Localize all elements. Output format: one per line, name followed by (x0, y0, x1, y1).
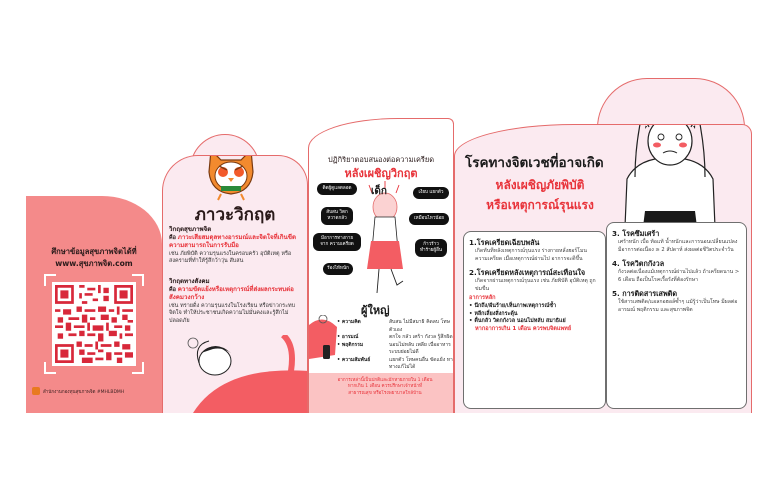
mental-crisis-section (169, 226, 305, 266)
qr-panel (26, 196, 162, 413)
adult-reactions-list (337, 319, 453, 372)
child-reaction-bubble: ก้าวร้าว ทำร้ายผู้อื่น (415, 239, 447, 257)
reaction-category: • อารมณ์ (337, 334, 359, 340)
disorder-title: 5. การติดสารเสพติด (612, 289, 678, 299)
child-reaction-bubble: เงียบ แยกตัว (413, 187, 449, 199)
mental-crisis-examples: เช่น ภัยพิบัติ ความรุนแรงในครอบครัว อุบัติเหตุ หรือสงครามที่ทำให้รู้สึกว้าวุ่น สับสน (169, 250, 292, 265)
child-reaction-bubble: เหมือนไหวน้อย (409, 213, 449, 225)
definition-lead: คือ (169, 234, 176, 241)
crisis-heading: ภาวะวิกฤต (194, 205, 276, 225)
mental-crisis-definition: ภาวะเสียสมดุลทางอารมณ์และจิตใจที่เกินขีดความสามารถในการรับมือ (169, 233, 296, 250)
child-reaction-bubble: มีอาการทางกายจาก ความเครียด (313, 233, 361, 251)
reaction-category: • ความสัมพันธ์ (337, 356, 371, 363)
disorder-description: ใช้สารเสพติด/แอลกอฮอล์ซ้ำๆ แม้รู้ว่าเป็นโทษ มีผลต่ออารมณ์ พฤติกรรม และสุขภาพจิต (618, 299, 738, 313)
reactions-note: อาการเหล่านี้เป็นปกติและมักหายภายใน 1 เดือน หากเกิน 1 เดือน ควรปรึกษาเจ้าหน้าที่สาธารณสุข หรือโรงพยาบาลใกล้บ้าน (309, 373, 453, 413)
qr-frame (44, 274, 144, 374)
website-link[interactable]: www.สุขภาพจิต.com (55, 259, 133, 268)
reaction-category: • พฤติกรรม (337, 341, 364, 348)
symptom-item: • หลีกเลี่ยงสิ่งกระตุ้น (469, 310, 518, 317)
reaction-description: นอนไม่หลับ เพลีย เบื่ออาหาร ระบบย่อยไม่ดี (389, 341, 451, 355)
child-reaction-bubble: สับสน วิตก หวาดกลัว (321, 207, 353, 225)
adult-reaction-row (337, 342, 453, 357)
adult-label: ผู้ใหญ่ (361, 304, 390, 317)
reactions-title: ปฏิกิริยาตอบสนองต่อความเครียด (327, 155, 435, 164)
adult-reaction-row (337, 357, 453, 372)
disorders-subtitle-line2: หรือเหตุการณ์รุนแรง (486, 198, 594, 212)
disorders-subtitle (465, 175, 615, 215)
symptom-item: • ตื่นกลัว วิตกกังวล นอนไม่หลับ สมาธิแย่ (469, 318, 566, 325)
disorder-description: เกิดจากผ่านเหตุการณ์รุนแรง เช่น ภัยพิบัติ อุบัติเหตุ ถูกข่มขืน (475, 278, 596, 292)
qr-title-line1: ศึกษาข้อมูลสุขภาพจิตได้ที่ (51, 247, 137, 256)
child-reaction-bubble: ติดผู้ดูแลตลอด (317, 183, 357, 195)
organization-name: สำนักงานกองทุนสุขภาพจิต #MHLBDMH (43, 389, 125, 395)
disorders-panel (454, 124, 752, 413)
social-crisis-section (169, 278, 305, 326)
reaction-category: • ความคิด (337, 319, 361, 325)
organization-footer (32, 387, 156, 395)
reactions-panel (308, 118, 454, 413)
disorder-description: เศร้าหนัก เบื่อ ท้อแท้ น้ำหนักและการนอนเปลี่ยนแปลง มีอาการต่อเนื่อง ≥ 2 สัปดาห์ ส่งผลต่อชีวิตประจำวัน (618, 239, 738, 253)
disorder-title: 4. โรควิตกกังวล (612, 259, 665, 269)
reaction-description: แยกตัว โทษคนอื่น ขัดแย้ง หาทางแก้ไม่ได้ (389, 356, 453, 370)
disorder-description: เกิดทันทีหลังเหตุการณ์รุนแรง ร่างกายหลั่งฮอร์โมนความเครียด เมื่อเหตุการณ์ผ่านไป อาการจะดีขึ้น (475, 248, 587, 262)
organization-logo-icon (32, 387, 40, 395)
disorder-description: กังวลต่อเนื่องแม้เหตุการณ์ผ่านไปแล้ว ถ้าเครียดนาน > 6 เดือน ถือเป็นโรคเรื้อรังที่ต้องรักษา (618, 269, 740, 283)
distressed-man-icon (605, 124, 735, 227)
adult-reaction-row (337, 334, 453, 342)
reaction-description: สับสน ไม่มีสมาธิ คิดลบ โทษตัวเอง (389, 319, 450, 333)
disorders-box-left (463, 231, 606, 409)
disorder-title: 2.โรคเครียดหลังเหตุการณ์สะเทือนใจ (469, 268, 586, 278)
reaction-description: ตกใจ กลัว เศร้า กังวล รู้สึกผิด (389, 334, 453, 340)
child-reaction-bubble: ร้องไห้หนัก (323, 263, 353, 275)
reactions-subtitle: หลังเผชิญวิกฤต (344, 167, 418, 180)
qr-code-icon[interactable] (52, 282, 136, 366)
social-crisis-title: วิกฤตทางสังคม (169, 278, 210, 285)
qr-panel-title (32, 246, 156, 270)
disorders-box-right (606, 222, 747, 409)
woman-phone-illustration-icon (309, 315, 339, 375)
social-crisis-definition: ความขัดแย้งหรือเหตุการณ์ที่ส่งผลกระทบต่อสังคมวงกว้าง (169, 285, 294, 302)
definition-lead: คือ (169, 286, 176, 293)
social-crisis-examples: เช่น ทรายดิ่ง ความรุนแรงในโรงเรียน หรือข่าวกระทบจิตใจ ทำให้ประชาชนเกิดความไม่มั่นคงและรู้สึกไม่ปลอดภัย (169, 302, 296, 324)
symptoms-label: อาการหลัก (469, 295, 496, 302)
symptom-item: • นึกถึง/ฝันร้าย/เห็นภาพเหตุการณ์ซ้ำ (469, 302, 557, 309)
disorder-title: 3. โรคซึมเศร้า (612, 229, 660, 238)
crisis-panel (162, 155, 308, 413)
mental-crisis-title: วิกฤตสุขภาพจิต (169, 226, 212, 233)
warning-text: หากอาการเกิน 1 เดือน ควรพบจิตแพทย์ (475, 325, 572, 332)
disorder-title: 1.โรคเครียดเฉียบพลัน (469, 238, 540, 247)
disorders-subtitle-line1: หลังเผชิญภัยพิบัติ (495, 178, 585, 192)
disorders-title: โรคทางจิตเวชที่อาจเกิด (465, 155, 604, 171)
child-label: เด็ก (371, 186, 387, 197)
owl-mascot-icon (201, 155, 261, 204)
adult-reaction-row (337, 319, 453, 334)
stressed-man-illustration-icon (163, 335, 307, 413)
